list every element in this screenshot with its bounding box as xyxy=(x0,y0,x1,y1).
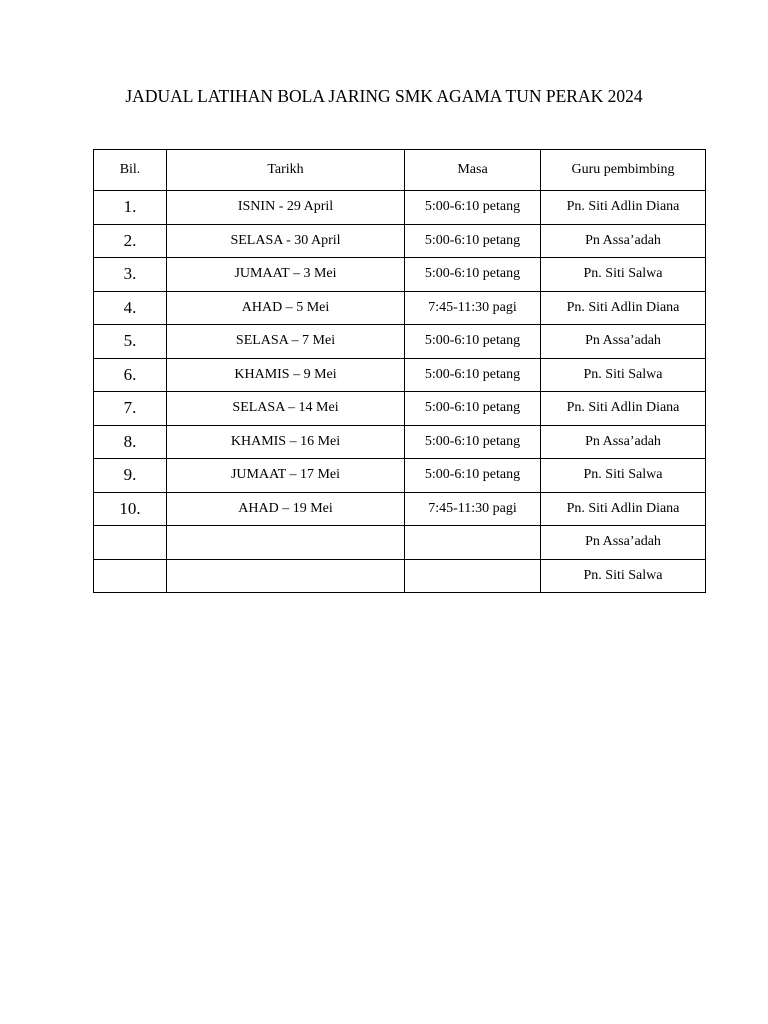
cell-tarikh: JUMAAT – 3 Mei xyxy=(167,258,405,292)
cell-guru: Pn. Siti Adlin Diana xyxy=(541,191,706,225)
cell-tarikh: AHAD – 19 Mei xyxy=(167,492,405,526)
cell-guru: Pn. Siti Salwa xyxy=(541,559,706,593)
cell-tarikh xyxy=(167,526,405,560)
table-header-row xyxy=(94,150,706,191)
table-row xyxy=(94,224,706,258)
cell-masa: 5:00-6:10 petang xyxy=(405,325,541,359)
cell-masa: 5:00-6:10 petang xyxy=(405,358,541,392)
table-row xyxy=(94,392,706,426)
cell-masa: 5:00-6:10 petang xyxy=(405,224,541,258)
cell-tarikh: AHAD – 5 Mei xyxy=(167,291,405,325)
cell-bil: 2. xyxy=(94,224,167,258)
table-row xyxy=(94,559,706,593)
cell-masa: 5:00-6:10 petang xyxy=(405,425,541,459)
cell-guru: Pn Assa’adah xyxy=(541,224,706,258)
cell-tarikh: SELASA – 7 Mei xyxy=(167,325,405,359)
cell-bil xyxy=(94,526,167,560)
cell-guru: Pn Assa’adah xyxy=(541,325,706,359)
cell-masa xyxy=(405,559,541,593)
table-row xyxy=(94,459,706,493)
table-row xyxy=(94,325,706,359)
cell-bil: 1. xyxy=(94,191,167,225)
cell-tarikh xyxy=(167,559,405,593)
table-row xyxy=(94,258,706,292)
table-row xyxy=(94,425,706,459)
cell-guru: Pn. Siti Adlin Diana xyxy=(541,492,706,526)
cell-bil: 9. xyxy=(94,459,167,493)
cell-guru: Pn. Siti Adlin Diana xyxy=(541,392,706,426)
cell-guru: Pn. Siti Salwa xyxy=(541,358,706,392)
cell-tarikh: JUMAAT – 17 Mei xyxy=(167,459,405,493)
cell-tarikh: SELASA – 14 Mei xyxy=(167,392,405,426)
header-tarikh: Tarikh xyxy=(167,150,405,191)
cell-bil: 3. xyxy=(94,258,167,292)
cell-tarikh: KHAMIS – 9 Mei xyxy=(167,358,405,392)
cell-guru: Pn. Siti Salwa xyxy=(541,258,706,292)
cell-masa xyxy=(405,526,541,560)
cell-masa: 5:00-6:10 petang xyxy=(405,258,541,292)
table-row xyxy=(94,492,706,526)
table-row xyxy=(94,291,706,325)
cell-masa: 7:45-11:30 pagi xyxy=(405,291,541,325)
cell-bil xyxy=(94,559,167,593)
cell-bil: 8. xyxy=(94,425,167,459)
cell-guru: Pn. Siti Salwa xyxy=(541,459,706,493)
header-bil: Bil. xyxy=(94,150,167,191)
table-row xyxy=(94,358,706,392)
cell-guru: Pn. Siti Adlin Diana xyxy=(541,291,706,325)
cell-guru: Pn Assa’adah xyxy=(541,526,706,560)
cell-bil: 6. xyxy=(94,358,167,392)
cell-masa: 5:00-6:10 petang xyxy=(405,392,541,426)
cell-guru: Pn Assa’adah xyxy=(541,425,706,459)
document-title: JADUAL LATIHAN BOLA JARING SMK AGAMA TUN PERAK 2024 xyxy=(125,86,643,106)
cell-masa: 5:00-6:10 petang xyxy=(405,191,541,225)
cell-tarikh: SELASA - 30 April xyxy=(167,224,405,258)
schedule-table xyxy=(93,149,706,593)
table-row xyxy=(94,526,706,560)
cell-tarikh: ISNIN - 29 April xyxy=(167,191,405,225)
header-guru: Guru pembimbing xyxy=(541,150,706,191)
cell-masa: 5:00-6:10 petang xyxy=(405,459,541,493)
cell-masa: 7:45-11:30 pagi xyxy=(405,492,541,526)
cell-bil: 5. xyxy=(94,325,167,359)
cell-bil: 4. xyxy=(94,291,167,325)
header-masa: Masa xyxy=(405,150,541,191)
cell-bil: 10. xyxy=(94,492,167,526)
cell-bil: 7. xyxy=(94,392,167,426)
cell-tarikh: KHAMIS – 16 Mei xyxy=(167,425,405,459)
table-row xyxy=(94,191,706,225)
